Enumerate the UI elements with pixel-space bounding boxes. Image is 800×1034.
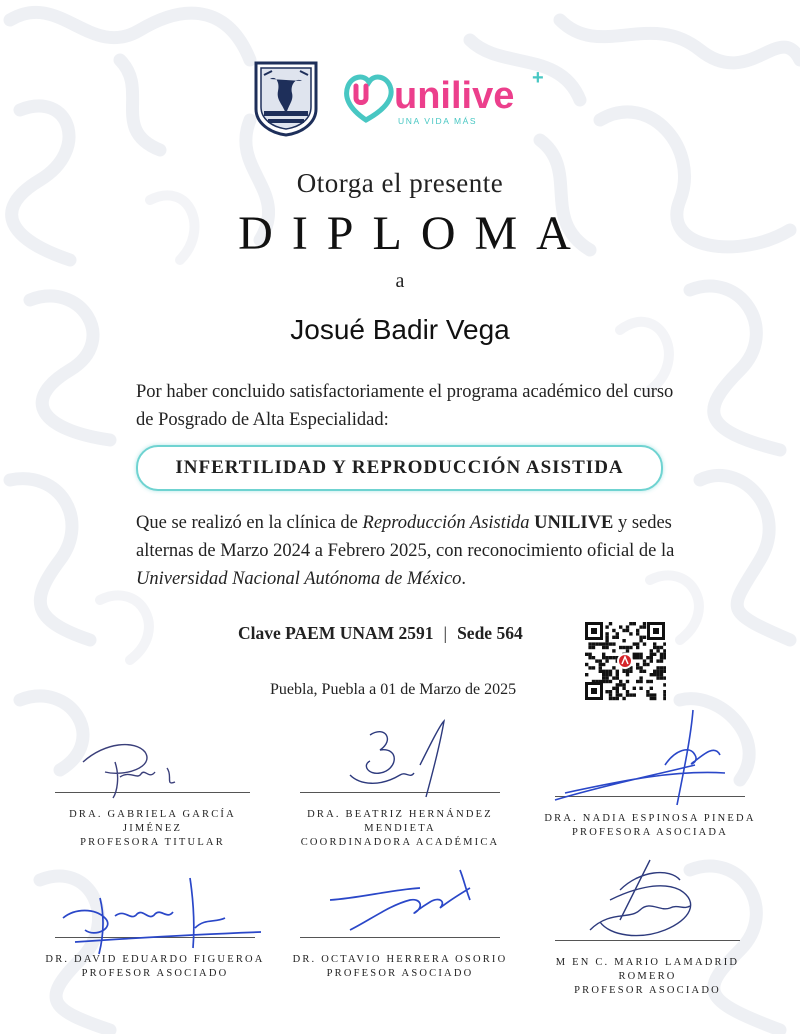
course-title: INFERTILIDAD Y REPRODUCCIÓN ASISTIDA <box>175 457 624 478</box>
clave-code: Clave PAEM UNAM 2591 <box>238 623 434 643</box>
signatory-3: DRA. NADIA ESPINOSA PINEDA PROFESORA ASOCIADA <box>544 813 756 838</box>
to-word: a <box>395 270 405 292</box>
qr-code-icon[interactable] <box>584 621 666 701</box>
clinic-name: Reproducción Asistida <box>362 513 530 533</box>
completion-text: Por haber concluido satisfactoriamente el programa académico del curso de Posgrado de Alta Especialidad: <box>136 382 674 430</box>
diploma-title: DIPLOMA <box>238 207 590 260</box>
intro-text: Otorga el presente <box>296 168 504 198</box>
sede-code: Sede 564 <box>457 623 523 643</box>
registration-line: Clave PAEM UNAM 2591 | Sede 564 <box>238 623 523 643</box>
signatory-1: DRA. GABRIELA GARCÍA JIMÉNEZ PROFESORA TITULAR <box>69 809 236 848</box>
details-text: Que se realizó en la clínica de Reproducción Asistida UNILIVE y sedes alternas de Marzo 2024 a Febrero 2025, con reconocimiento oficial de la Universidad Nacional Autónoma de México. <box>136 513 675 589</box>
unilive-logo <box>342 68 552 130</box>
signature-5 <box>320 860 490 950</box>
svg-text:+: + <box>532 68 544 89</box>
svg-text:unilive: unilive <box>394 75 515 117</box>
brand-tagline: UNA VIDA MÁS <box>398 116 478 126</box>
signature-2 <box>340 715 460 805</box>
recipient-name: Josué Badir Vega <box>290 314 510 345</box>
signatory-5: DR. OCTAVIO HERRERA OSORIO PROFESOR ASOCIADO <box>292 954 508 979</box>
signature-4 <box>55 868 265 958</box>
signatory-2: DRA. BEATRIZ HERNÁNDEZ MENDIETA COORDINADORA ACADÉMICA <box>300 809 500 848</box>
signatory-4: DR. DAVID EDUARDO FIGUEROA PROFESOR ASOCIADO <box>45 954 265 979</box>
signatory-6: M EN C. MARIO LAMADRID ROMERO PROFESOR ASOCIADO <box>555 957 740 996</box>
signature-3 <box>545 705 745 815</box>
signature-1 <box>75 732 195 802</box>
signature-6 <box>570 850 720 950</box>
course-title-box <box>136 445 663 491</box>
university-name: Universidad Nacional Autónoma de México <box>136 569 462 589</box>
unam-crest-icon <box>250 57 322 137</box>
place-date: Puebla, Puebla a 01 de Marzo de 2025 <box>270 681 517 698</box>
brand-name: UNILIVE <box>534 513 614 533</box>
